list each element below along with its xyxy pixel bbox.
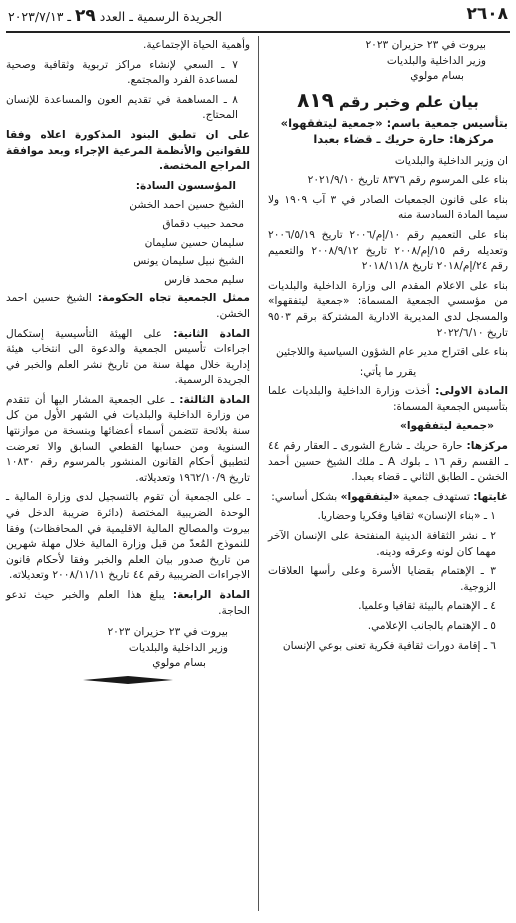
notice-title-prefix: بيان علم وخبر رقم xyxy=(339,92,479,111)
gazette-line xyxy=(8,6,222,26)
article-4-label: المادة الرابعة: xyxy=(172,589,250,601)
representative-name: الشيخ حسين احمد الخشن. xyxy=(6,292,250,320)
association-name: «جمعية ليتفقهوا» xyxy=(400,420,494,433)
goal-item: ٢ ـ نشر الثقافة الدينية المنفتحة على الإنسان الآخر مهما كان لونه وعرقه ودينه. xyxy=(268,530,496,558)
founder-name: محمد حبيب دقماق xyxy=(162,217,244,230)
right-column xyxy=(268,38,508,658)
end-separator-icon xyxy=(83,676,173,684)
goal-item: ٥ ـ الإهتمام بالجانب الإعلامي. xyxy=(367,620,496,632)
article-4 xyxy=(6,588,250,619)
notice-subject: بتأسيس جمعية باسم: «جمعية ليتفقهوا» xyxy=(280,116,508,131)
article-1-label: المادة الاولى: xyxy=(435,385,508,398)
article-3-text: ـ على الجمعية المشار اليها أن تتقدم من وزارة الداخلية والبلديات في الشهر الأول من كل سنة بلائحة تتضمن أسماء أعضائها وبنسخة من موازنتها السنوية ومن حسابها القطعي السابق والا تعرضت لتطبيق أحكام القانون المنشور بالمرسوم رقم ١٠٨٣٠ تاريخ ١٩٦٢/١٠/٩ وتعديلاته. xyxy=(6,393,250,484)
goals-list xyxy=(268,509,508,654)
signature-date: بيروت في ٢٣ حزيران ٢٠٢٣ xyxy=(107,626,228,639)
article-3 xyxy=(6,393,250,487)
column-divider xyxy=(258,36,259,911)
basis-circular: بناء على التعميم رقم ١٠/إم/٢٠٠٦ تاريخ ٢٠٠٦/٥/١٩ وتعديله رقم ١٥/إم/٢٠٠٨ تاريخ ٢٠٠٨/٩/١٢ والتعميم رقم ٢٤/إم/٢٠١٨ تاريخ ٢٠١٨/١١/٨ xyxy=(268,228,508,273)
founder-name: الشيخ نبيل سليمان يونس xyxy=(133,255,244,268)
basis-notification: بناء على الاعلام المقدم الى وزارة الداخلية والبلديات من مؤسسي الجمعية المسماة: «جمعية ليتفقهوا» والمسجل لدى المديرية الادارية المشتركة برقم ٩٥٠٣ تاريخ ٢٠٢٢/٦/١٠ xyxy=(268,279,508,339)
goal-item: ٦ ـ إقامة دورات ثقافية فكرية تعنى بوعي الإنسان xyxy=(282,639,496,652)
basis-law: بناء على قانون الجمعيات الصادر في ٣ آب ١٩٠٩ ولا سيما المادة السادسة منه xyxy=(268,193,508,222)
page-number: ٢٦٠٨ xyxy=(466,4,508,24)
founders-list xyxy=(6,198,250,288)
signature-title: وزير الداخلية والبلديات xyxy=(128,641,228,654)
goals-intro xyxy=(268,490,508,506)
article-2-label: المادة الثانية: xyxy=(173,327,250,340)
goals-intro-c: بشكل أساسي: xyxy=(271,490,338,503)
article-3-label: المادة الثالثة: xyxy=(179,393,250,406)
goal-item: ٤ ـ الإهتمام بالبيئة ثقافيا وعلميا. xyxy=(358,600,496,613)
representative-label: ممثل الجمعية تجاه الحكومة: xyxy=(97,292,250,305)
signature-title: وزير الداخلية والبلديات xyxy=(386,54,486,67)
representative xyxy=(6,291,250,322)
intro-line: ان وزير الداخلية والبلديات xyxy=(394,154,508,167)
founder-name: الشيخ حسين احمد الخشن xyxy=(129,199,244,212)
goal-item: ٨ ـ المساهمة في تقديم العون والمساعدة للإنسان المحتاج. xyxy=(6,93,238,122)
article-3-tax: ـ على الجمعية أن تقوم بالتسجيل لدى وزارة المالية ـ الوحدة الضريبية المختصة (دائرة ضريبة الدخل في بيروت والمصالح المالية الاقليمية في المحافظات) وفقا للنموذج المُعدّ من قبل وزارة المالية خلال مهلة شهرين من تاريخ صدور بيان العلم والخبر وفقا لأحكام قانون الاجراءات الضريبية رقم ٤٤ تاريخ ٢٠٠٨/١١/١١ وتعديلاته. xyxy=(6,491,250,582)
issue-date: ـ ٢٠٢٣/٧/١٣ xyxy=(8,9,72,24)
headquarters-label: مركزها: xyxy=(466,440,508,453)
goal-item: ١ ـ «بناء الإنسان» ثقافيا وفكريا وحضاريا. xyxy=(317,510,496,523)
founder-name: سليمان حسين سليمان xyxy=(144,236,244,249)
article-1-text: أخذت وزارة الداخلية والبلديات علما بتأسيس الجمعية المسماة: xyxy=(268,385,508,413)
header-rule xyxy=(6,31,510,33)
signature-date: بيروت في ٢٣ حزيران ٢٠٢٣ xyxy=(365,39,486,51)
headquarters xyxy=(268,439,508,486)
article-2-text: على الهيئة التأسيسية إستكمال اجراءات تأسيس الجمعية والدعوة الى انتخاب هيئة إدارية خلال مهلة سنة من تاريخ نشر العلم والخبر في الجريدة الرسمية. xyxy=(6,327,250,387)
left-column xyxy=(6,38,250,684)
basis-proposal: بناء على اقتراح مدير عام الشؤون السياسية واللاجئين xyxy=(276,346,508,359)
goals-intro-a: تستهدف جمعية xyxy=(402,490,470,503)
goal-item: ٣ ـ الإهتمام بقضايا الأسرة وعلى رأسها العلاقات الزوجية. xyxy=(268,565,496,593)
goals-label: غايتها: xyxy=(473,490,508,503)
goals-intro-name: «ليتفقهوا» xyxy=(340,490,400,503)
basis-decree: بناء على المرسوم رقم ٨٣٧٦ تاريخ ٢٠٢١/٩/١٠ xyxy=(307,174,508,187)
article-4-text: يبلغ هذا العلم والخبر حيث تدعو الحاجة. xyxy=(6,589,250,617)
founder-name: سليم محمد فارس xyxy=(164,273,244,286)
compliance-clause: على ان تطبق البنود المذكورة اعلاه وفقا للقوانين والأنظمة المرعية الإجراء وبعد موافقة المراجع المختصة. xyxy=(6,128,250,173)
bottom-signature xyxy=(6,625,250,672)
top-signature xyxy=(268,38,508,85)
notice-number: ٨١٩ xyxy=(297,87,334,112)
signature-name: بسام مولوي xyxy=(410,70,464,83)
page-header xyxy=(6,4,510,30)
gazette-title: الجريدة الرسمية ـ العدد xyxy=(99,9,223,24)
article-1 xyxy=(268,384,508,415)
headquarters-text: حارة حريك ـ شارع الشورى ـ العقار رقم ٤٤ ـ القسم رقم ١٦ ـ بلوك A ـ ملك الشيخ حسين أحمد الخشن ـ الطابق الثاني ـ قضاء بعبدا. xyxy=(268,440,508,484)
signature-name: بسام مولوي xyxy=(152,657,206,670)
notice-location: مركزها: حارة حريك ـ قضاء بعبدا xyxy=(313,131,494,146)
issue-number: ٢٩ xyxy=(75,6,96,26)
article-2 xyxy=(6,327,250,389)
decides-line: يقرر ما يأتي: xyxy=(359,365,417,378)
founders-label: المؤسسون السادة: xyxy=(135,179,236,192)
goal-item: ٧ ـ السعي لإنشاء مراكز تربوية وثقافية وصحية لمساعدة الفرد والمجتمع. xyxy=(6,58,238,87)
notice-title xyxy=(268,87,508,112)
goals-continued: وأهمية الحياة الإجتماعية. xyxy=(142,39,250,51)
